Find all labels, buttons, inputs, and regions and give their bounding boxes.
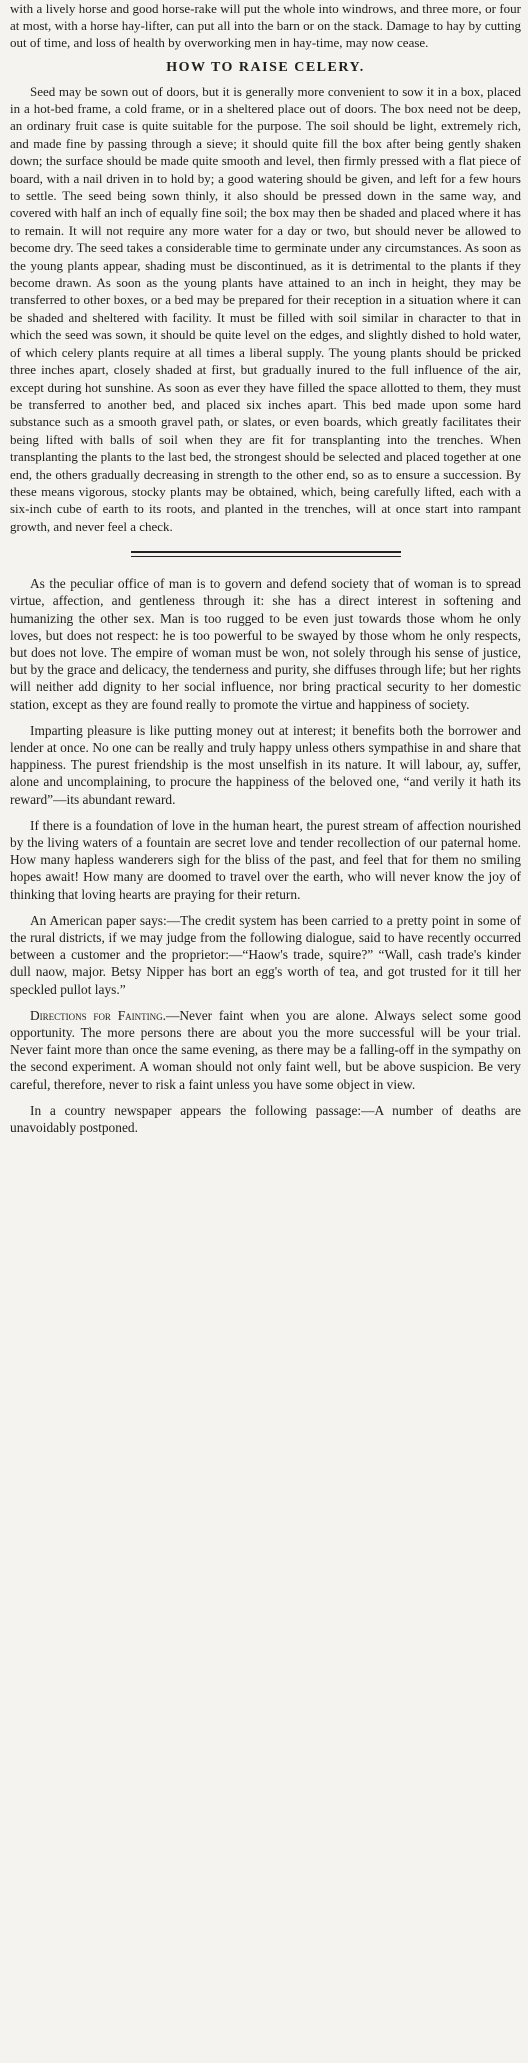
continued-fragment: with a lively horse and good horse-rake will put the whole into windrows, and three more, or four at most, with a horse hay-lifter, can put all into the barn or on the stack. Damage to hay by cutting out of time, and loss of health by overworking men in hay-time, may now cease.	[10, 1, 521, 51]
paragraph-office-of-man: As the peculiar office of man is to govern and defend society that of woman is to spread virtue, affection, and gentleness through it: she has a direct interest in softening and humanizing the other sex. Man is too rugged to be even just towards those whom he only loves, but does not respect: he is too powerful to be swayed by those whom he only respects, but does not love. The empire of woman must be won, not solely through his sense of justice, but by the grace and delicacy, the tenderness and purity, she diffuses through life; but her rights will neither add dignity to her social influence, nor bring practical security to her domestic station, except as they are found really to promote the virtue and happiness of society.	[10, 576, 521, 712]
article-body: Seed may be sown out of doors, but it is generally more convenient to sow it in a box, placed in a hot-bed frame, a cold frame, or in a sheltered place out of doors. The box need not be deep, an ordinary fruit case is quite suitable for the purpose. The soil should be light, extremely rich, and made fine by passing through a sieve; it should quite fill the box after being gently shaken down; the surface should be made quite smooth and level, then firmly pressed with a flat piece of board, with a nail driven in to hold by; a good watering should be given, and left for a few hours to settle. The seed being sown thinly, it also should be pressed down in the same way, and covered with half an inch of equally fine soil; the box may then be shaded and placed where it has to remain. It will not require any more water for a day or two, but should never be allowed to become dry. The seed takes a considerable time to germinate under any circumstances. As soon as the young plants appear, shading must be discontinued, as it is detrimental to the plants if they become drawn. As soon as the young plants have attained to an inch in height, they may be transferred to other boxes, or a bed may be prepared for their reception in a situation where it can be shaded and sheltered with facility. It must be filled with soil similar in character to that in which the seed was sown, it should be quite level on the edges, and slightly dished to hold water, of which celery plants require at all times a liberal supply. The young plants should be pricked three inches apart, closely shaded at first, but gradually inured to the full influence of the air, except during hot sunshine. As soon as ever they have filled the space allotted to them, they must be transferred to another bed, and placed six inches apart. This bed made upon some hard substance such as a smooth gravel path, or slates, or even boards, which greatly facilitates their being lifted with balls of soil when they are fit for transplanting into the trenches. When transplanting the plants to the last bed, the strongest should be selected and placed together at one end, the others gradually decreasing in strength to the other end, so as to ensure a succession. By these means vigorous, stocky plants may be obtained, which, being carefully lifted, each with a six-inch cube of earth to its roots, and planted in the trenches, will at once start into rampant growth, and never feel a check.	[10, 83, 521, 534]
paragraph-directions-fainting	[10, 1007, 521, 1093]
paragraph-foundation-of-love: If there is a foundation of love in the human heart, the purest stream of affection nourished by the living waters of a fountain are secret love and tender recollection of our paternal home. How many hapless wanderers sigh for the bliss of the past, and feel that for them no smiling hopes await! How many are doomed to travel over the earth, who will never know the joy of thinking that loving hearts are praying for their return.	[10, 817, 521, 902]
paragraph-imparting-pleasure: Imparting pleasure is like putting money out at interest; it benefits both the borrower and lender at once. No one can be really and truly happy unless others sympathise in and share that happiness. The purest friendship is the most unselfish in its nature. It will labour, ay, suffer, alone and uncomplaining, to procure the happiness of the beloved one, “and verily it hath its reward”—its abundant reward.	[10, 722, 521, 807]
paragraph-credit-system: An American paper says:—The credit system has been carried to a pretty point in some of the rural districts, if we may judge from the following dialogue, said to have recently occurred between a customer and the proprietor:—“Haow's trade, squire?” “Wall, cash trade's kinder dull naow, major. Betsy Nipper has bort an egg's worth of tea, and got trusted for it till her speckled pullot lays.”	[10, 912, 521, 997]
fainting-heading: Directions for Fainting.	[30, 1007, 166, 1023]
article-title: HOW TO RAISE CELERY.	[166, 59, 365, 75]
divider-rule	[131, 551, 401, 557]
fainting-text: —Never faint when you are alone. Always select some good opportunity. The more persons there are about you the more successful will be your trial. Never faint more than once the same evening, as there may be a falling-off in the sympathy on the second experiment. A woman should not only faint well, but be above suspicion. Be very careful, therefore, never to risk a faint unless you have some object in view.	[10, 1007, 521, 1092]
paragraph-country-newspaper: In a country newspaper appears the following passage:—A number of deaths are unavoidably postponed.	[10, 1102, 521, 1136]
section-divider	[10, 551, 521, 557]
